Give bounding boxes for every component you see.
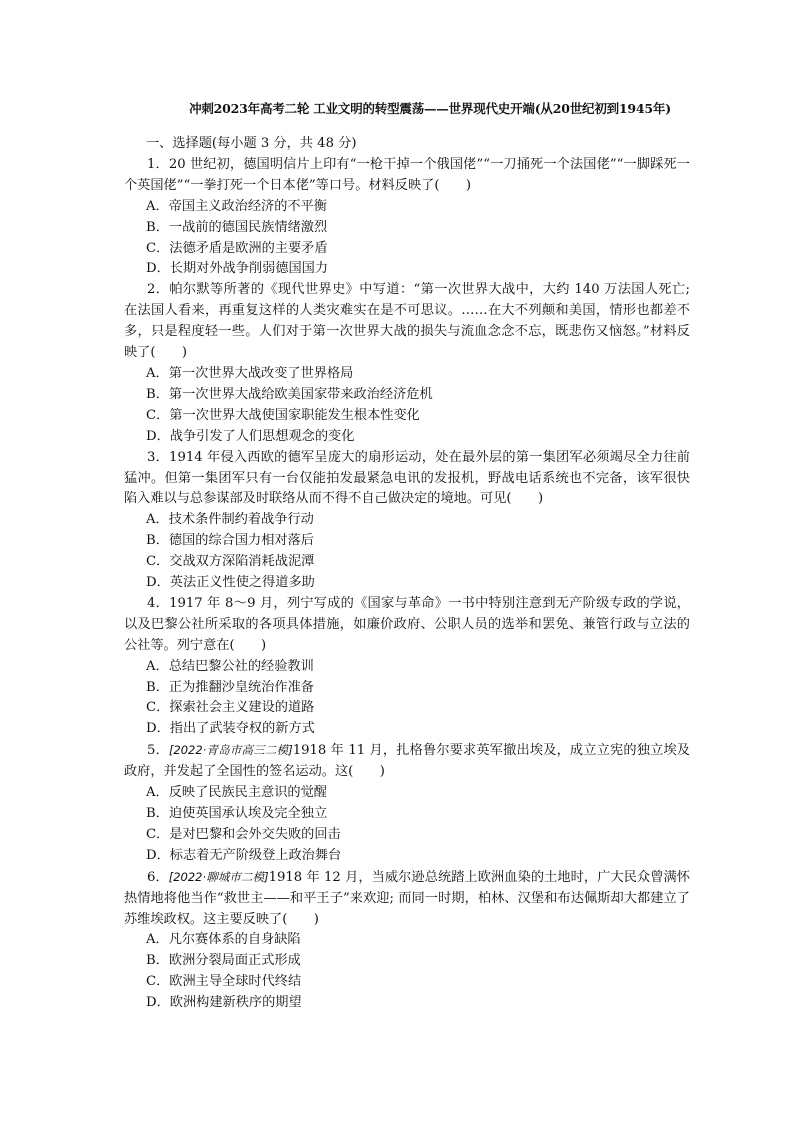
question-stem: 2．帕尔默等所著的《现代世界史》中写道：“第一次世界大战中，大约 140 万法国人死亡; 在法国人看来，再重复这样的人类灾难实在是不可思议。……在大不列颠和美国，情形也都差不多，只是程度轻一些。人们对于第一次世界大战的损失与流血念念不忘，既悲伤又恼怒。”材料反映了( ) xyxy=(124,282,690,361)
question-6 xyxy=(124,867,690,1014)
source-tag: [2022·青岛市高三二模] xyxy=(168,743,293,758)
option-b: B．一战前的德国民族情绪激烈 xyxy=(146,219,328,235)
option-a: A．第一次世界大战改变了世界格局 xyxy=(146,365,354,381)
question-text: 1918 年 11 月，扎格鲁尔要求英军撤出埃及，成立立宪的独立埃及政府，并发起了全国性的签名运动。这( ) xyxy=(124,743,690,780)
question-stem: 1．20 世纪初，德国明信片上印有“一枪干掉一个俄国佬”“一刀捅死一个法国佬”“一脚踩死一个英国佬”“一拳打死一个日本佬”等口号。材料反映了( ) xyxy=(124,156,690,193)
section-heading: 一、选择题(每小题 3 分，共 48 分) xyxy=(146,136,357,151)
question-number: 6． xyxy=(147,869,169,885)
question-text: 1918 年 12 月，当威尔逊总统踏上欧洲血染的土地时，广大民众曾满怀热情地将他当作“救世主——和平王子”来欢迎; 而同一时期，柏林、汉堡和布达佩斯却大都建立了苏维埃政权。这主要反映了( ) xyxy=(124,869,690,927)
option-d: D．长期对外战争削弱德国国力 xyxy=(146,261,329,277)
option-a: A．帝国主义政治经济的不平衡 xyxy=(146,198,327,214)
question-list xyxy=(124,134,690,1014)
option-d: D．英法正义性使之得道多助 xyxy=(146,575,315,591)
option-b: B．迫使英国承认埃及完全独立 xyxy=(146,806,328,821)
option-a: A．反映了民族民主意识的觉醒 xyxy=(146,785,327,801)
question-stem xyxy=(124,867,690,931)
question-2 xyxy=(124,280,690,447)
option-c: C．探索社会主义建设的道路 xyxy=(146,700,315,716)
question-stem xyxy=(124,740,690,783)
option-a: A．总结巴黎公社的经验教训 xyxy=(146,658,314,674)
option-c: C．法德矛盾是欧洲的主要矛盾 xyxy=(146,240,328,256)
question-5 xyxy=(124,740,690,866)
option-c: C．交战双方深陷消耗战泥潭 xyxy=(146,554,315,570)
option-d: D．欧洲构建新秩序的期望 xyxy=(146,995,302,1011)
question-1 xyxy=(124,155,690,280)
question-3 xyxy=(124,448,690,594)
option-c: C．第一次世界大战使国家职能发生根本性变化 xyxy=(146,407,420,423)
question-stem: 3．1914 年侵入西欧的德军呈庞大的扇形运动，处在最外层的第一集团军必须竭尽全力往前猛冲。但第一集团军只有一台仅能拍发最紧急电讯的发报机，野战电话系统也不完备，该军很快陷入难以与总参谋部及时联络从而不得不自己做决定的境地。可见( ) xyxy=(124,449,690,507)
question-number: 5． xyxy=(147,743,169,759)
question-stem: 4．1917 年 8～9 月，列宁写成的《国家与革命》一书中特别注意到无产阶级专政的学说，以及巴黎公社所采取的各项具体措施，如廉价政府、公职人员的选举和罢免、兼管行政与立法的公社等。列宁意在( ) xyxy=(124,595,690,653)
option-d: D．标志着无产阶级登上政治舞台 xyxy=(146,847,342,863)
option-c: C．欧洲主导全球时代终结 xyxy=(146,974,302,990)
option-b: B．德国的综合国力相对落后 xyxy=(146,533,314,549)
option-b: B．欧洲分裂局面正式形成 xyxy=(146,953,301,969)
doc-title: 冲刺2023年高考二轮 工业文明的转型震荡——世界现代史开端(从20世纪初到1945年) xyxy=(189,101,671,116)
option-a: A．凡尔赛体系的自身缺陷 xyxy=(146,932,301,948)
option-c: C．是对巴黎和会外交失败的回击 xyxy=(146,826,341,842)
source-tag: [2022·聊城市二模] xyxy=(168,869,269,884)
question-4 xyxy=(124,594,690,740)
option-b: B．正为推翻沙皇统治作准备 xyxy=(146,679,314,695)
option-d: D．指出了武装夺权的新方式 xyxy=(146,721,315,737)
option-d: D．战争引发了人们思想观念的变化 xyxy=(146,428,355,444)
option-b: B．第一次世界大战给欧美国家带来政治经济危机 xyxy=(146,386,433,402)
option-a: A．技术条件制约着战争行动 xyxy=(146,512,314,528)
